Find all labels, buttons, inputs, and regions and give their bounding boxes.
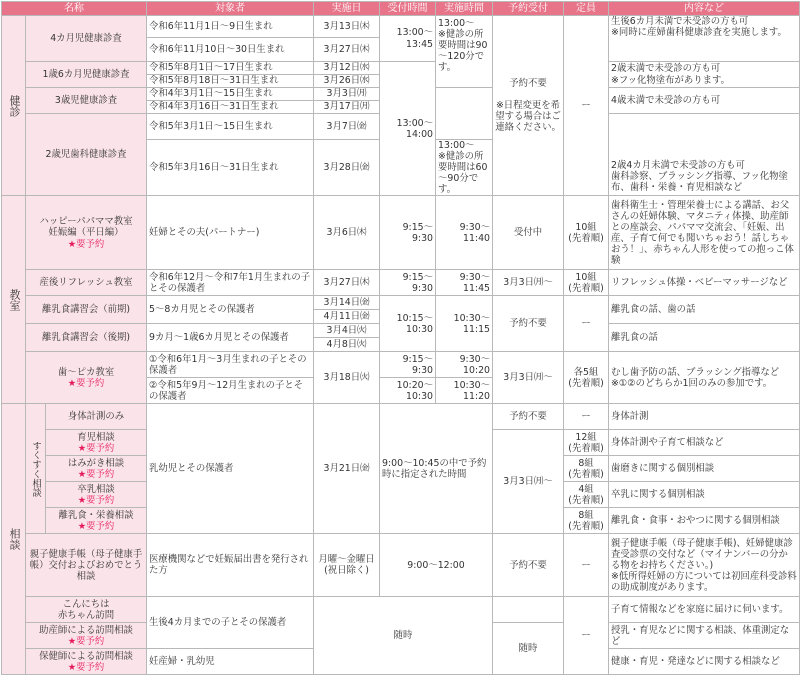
kenshin-2y-date-1: 3月7日㈮ (314, 114, 380, 140)
kenshin-time-a: 13:00～ ※健診の所要時間は90～120分です。 (436, 16, 493, 88)
kenshin-4m-name: 4カ月児健康診査 (26, 16, 147, 62)
kyoshitsu-pamama-time: 9:30～ 11:40 (436, 196, 493, 270)
header-reserve: 予約受付 (493, 2, 564, 16)
kenshin-reserve: 予約不要 ※日程変更を希望する場合はご連絡ください。 (493, 16, 564, 196)
kyoshitsu-sango-target: 令和6年12月～令和7年1月生まれの子とその保護者 (147, 270, 314, 296)
sodan-konnichiwa-name: こんにちは 赤ちゃん訪問 (26, 597, 147, 623)
kyoshitsu-rishoku-koki-date-1: 3月4日㈫ (314, 324, 380, 338)
sodan-visit-date: 随時 (314, 597, 493, 675)
kyoshitsu-pamama-reception: 9:15～ 9:30 (380, 196, 436, 270)
sodan-rinyu (46, 508, 147, 534)
sodan-josanshi-star: ★要予約 (67, 635, 105, 647)
kenshin-4m-date-2: 3月27日㈭ (314, 38, 380, 62)
sodan-hamigaki-content: 歯磨きに関する個別相談 (609, 456, 800, 482)
sodan-techo-name: 親子健康手帳（母子健康手帳）交付およびおめでとう相談 (26, 534, 147, 597)
sodan-techo-date: 月曜～金曜日 (祝日除く) (314, 534, 380, 597)
sodan-hokenshi-target: 妊産婦・乳幼児 (147, 649, 314, 675)
sodan-rinyu-content: 離乳食・食事・おやつに関する個別相談 (609, 508, 800, 534)
sodan-hokenshi-content: 健康・育児・発達などに関する相談など (609, 649, 800, 675)
sodan-konnichiwa-target: 生後4カ月までの子とその保護者 (147, 597, 314, 649)
header-content: 内容など (609, 2, 800, 16)
kyoshitsu-hapika-reception-1: 9:15～ 9:30 (380, 352, 436, 378)
kyoshitsu-rishoku-zenki-name: 離乳食講習会（前期) (26, 296, 147, 324)
kenshin-1y6m-name: 1歳6カ月児健康診査 (26, 62, 147, 88)
kenshin-time-b: 13:00～ ※健診の所要時間は60～90分です。 (436, 140, 493, 196)
sodan-techo-reserve: 予約不要 (493, 534, 564, 597)
header-target: 対象者 (147, 2, 314, 16)
category-kyoshitsu: 教室 (2, 196, 26, 404)
kyoshitsu-pamama-capacity: 10組 (先着順) (564, 196, 609, 270)
category-sukusuku: すくすく相談 (26, 404, 46, 534)
kenshin-1y6m-target-1: 令和5年8月1日～17日生まれ (147, 62, 314, 75)
kyoshitsu-sango-content: リフレッシュ体操・ベビーマッサージなど (609, 270, 800, 296)
kenshin-2y-name: 2歳児歯科健康診査 (26, 114, 147, 196)
sodan-hokenshi-star: ★要予約 (67, 661, 105, 673)
kyoshitsu-rishoku-zenki-target: 5～8カ月児とその保護者 (147, 296, 314, 324)
kyoshitsu-rishoku-zenki-content: 離乳食の話、歯の話 (609, 296, 800, 324)
kenshin-reception-a: 13:00～ 13:45 (380, 16, 436, 62)
kyoshitsu-hapika-date: 3月18日㈫ (314, 352, 380, 404)
sodan-ikuji-content: 身体計測や子育て相談など (609, 430, 800, 456)
kenshin-2y-date-2: 3月28日㈮ (314, 140, 380, 196)
kenshin-4m-content: 生後6カ月未満で未受診の方も可 ※同時に産婦歯科健康診査を実施します。 (609, 16, 800, 62)
kyoshitsu-sango-name: 産後リフレッシュ教室 (26, 270, 147, 296)
kyoshitsu-rishoku-koki-name: 離乳食講習会（後期) (26, 324, 147, 352)
sodan-josanshi-name: 助産師による訪問相談 (39, 624, 133, 636)
sodan-sotsunyu-capacity: 4組 (先着順) (564, 482, 609, 508)
kyoshitsu-hapika-capacity: 各5組 (先着順) (564, 352, 609, 404)
header-reception: 受付時間 (380, 2, 436, 16)
kenshin-capacity: ー (564, 16, 609, 196)
sodan-techo-capacity: ー (564, 534, 609, 597)
sodan-hokenshi-name: 保健師による訪問相談 (39, 650, 133, 662)
sodan-ikuji (46, 430, 147, 456)
kyoshitsu-rishoku-capacity: ー (564, 296, 609, 352)
sodan-ikuji-name: 育児相談 (77, 431, 115, 443)
kyoshitsu-hapika-target-2: ②令和5年9月～12月生まれの子とその保護者 (147, 378, 314, 404)
sodan-visit-capacity: ー (564, 597, 609, 675)
header-name: 名称 (2, 2, 147, 16)
sodan-hamigaki-name: はみがき相談 (67, 457, 125, 469)
kenshin-2y-target-2: 令和5年3月16日～31日生まれ (147, 140, 314, 196)
category-sodan: 相談 (2, 404, 26, 675)
sodan-sotsunyu-star: ★要予約 (77, 494, 115, 506)
sodan-suku-reserve: 3月3日㈪～ (493, 430, 564, 534)
header-time: 実施時間 (436, 2, 493, 16)
sodan-visit-reserve: 随時 (493, 623, 564, 675)
sodan-sotsunyu-name: 卒乳相談 (77, 483, 115, 495)
kyoshitsu-rishoku-reserve: 予約不要 (493, 296, 564, 352)
kyoshitsu-sango-date: 3月27日㈭ (314, 270, 380, 296)
sodan-techo-time: 9:00～12:00 (380, 534, 493, 597)
kyoshitsu-sango-capacity: 10組 (先着順) (564, 270, 609, 296)
sodan-rinyu-name: 離乳食・栄養相談 (58, 509, 134, 521)
kenshin-1y6m-date-1: 3月12日㈬ (314, 62, 380, 75)
sodan-techo-target: 医療機関などで妊娠届出書を発行された方 (147, 534, 314, 597)
schedule-table (1, 1, 800, 675)
sodan-shintai-reserve: 予約不要 (493, 404, 564, 430)
kyoshitsu-hapika-time-2: 10:30～ 11:20 (436, 378, 493, 404)
kenshin-4m-target-2: 令和6年11月10日～30日生まれ (147, 38, 314, 62)
sodan-josanshi (26, 623, 147, 649)
kyoshitsu-hapika-name: 歯～ピカ教室 (57, 366, 115, 378)
kyoshitsu-hapika-reception-2: 10:20～ 10:30 (380, 378, 436, 404)
kenshin-3y-date-1: 3月3日㈪ (314, 88, 380, 101)
kenshin-reception-b: 13:00～ 14:00 (380, 62, 436, 196)
kyoshitsu-sango-time: 9:30～ 11:45 (436, 270, 493, 296)
kyoshitsu-rishoku-koki-content: 離乳食の話 (609, 324, 800, 352)
kyoshitsu-rishoku-koki-target: 9カ月～1歳6カ月児とその保護者 (147, 324, 314, 352)
kenshin-4m-target-1: 令和6年11月1日～9日生まれ (147, 16, 314, 38)
sodan-konnichiwa-content: 子育て情報などを家庭に届けに伺います。 (609, 597, 800, 623)
sodan-ikuji-capacity: 12組 (先着順) (564, 430, 609, 456)
kenshin-2y-content: 2歳4カ月未満で未受診の方も可 歯科診察、ブラッシング指導、フッ化物塗布、歯科・栄養・育児相談など (609, 114, 800, 196)
kyoshitsu-rishoku-reception: 10:15～ 10:30 (380, 296, 436, 352)
sodan-rinyu-star: ★要予約 (77, 520, 115, 532)
sodan-techo-content: 親子健康手帳（母子健康手帳)、妊婦健康診査受診票の交付など（マイナンバーの分かる物をお持ちください。) ※低所得妊婦の方については初回産科受診料の助成制度があります。 (609, 534, 800, 597)
kenshin-time-gap (436, 88, 493, 140)
header-date: 実施日 (314, 2, 380, 16)
sodan-hamigaki-star: ★要予約 (77, 468, 115, 480)
kyoshitsu-pamama (26, 196, 147, 270)
kyoshitsu-rishoku-koki-date-2: 4月8日㈫ (314, 338, 380, 352)
kenshin-1y6m-content: 2歳未満で未受診の方も可 ※フッ化物塗布があります。 (609, 62, 800, 88)
sodan-konnichiwa-reserve-empty (493, 597, 564, 623)
kyoshitsu-rishoku-zenki-date-2: 4月11日㈮ (314, 310, 380, 324)
kyoshitsu-sango-reception: 9:15～ 9:30 (380, 270, 436, 296)
kenshin-4m-date-1: 3月13日㈭ (314, 16, 380, 38)
kyoshitsu-hapika (26, 352, 147, 404)
kyoshitsu-sango-reserve: 3月3日㈪～ (493, 270, 564, 296)
kyoshitsu-rishoku-time: 10:30～ 11:15 (436, 296, 493, 352)
sodan-suku-target: 乳幼児とその保護者 (147, 404, 314, 534)
kenshin-2y-target-1: 令和5年3月1日～15日生まれ (147, 114, 314, 140)
kenshin-3y-name: 3歳児健康診査 (26, 88, 147, 114)
sodan-josanshi-content: 授乳・育児などに関する相談、体重測定など (609, 623, 800, 649)
kenshin-1y6m-date-2: 3月26日㈬ (314, 75, 380, 88)
kyoshitsu-hapika-time-1: 9:30～ 10:20 (436, 352, 493, 378)
sodan-ikuji-star: ★要予約 (77, 442, 115, 454)
kyoshitsu-pamama-content: 歯科衛生士・管理栄養士による講話、お父さんの妊婦体験、マタニティ体操、助産師との座談会、パパママ交流会、「妊娠、出産、子育て何でも聞いちゃおう！話しちゃおう！」、赤ちゃん人形を使っての抱っこ体験 (609, 196, 800, 270)
kyoshitsu-pamama-star: ★要予約 (67, 238, 105, 250)
sodan-shintai-capacity: ー (564, 404, 609, 430)
sodan-sotsunyu-content: 卒乳に関する個別相談 (609, 482, 800, 508)
sodan-shintai-content: 身体計測 (609, 404, 800, 430)
kyoshitsu-pamama-name: ハッピーパパママ教室 妊娠編（平日編） (39, 216, 133, 239)
kyoshitsu-hapika-star: ★要予約 (67, 377, 105, 389)
kyoshitsu-hapika-reserve: 3月3日㈪～ (493, 352, 564, 404)
sodan-shintai-name: 身体計測のみ (46, 404, 147, 430)
kenshin-3y-target-2: 令和4年3月16日～31日生まれ (147, 101, 314, 114)
sodan-suku-date: 3月21日㈮ (314, 404, 380, 534)
kenshin-3y-target-1: 令和4年3月1日～15日生まれ (147, 88, 314, 101)
sodan-sotsunyu (46, 482, 147, 508)
kyoshitsu-pamama-target: 妊婦とその夫(パートナー) (147, 196, 314, 270)
kenshin-1y6m-target-2: 令和5年8月18日～31日生まれ (147, 75, 314, 88)
kyoshitsu-hapika-target-1: ①令和6年1月～3月生まれの子とその保護者 (147, 352, 314, 378)
sodan-suku-time: 9:00～10:45の中で予約時に指定された時間 (380, 404, 493, 534)
sodan-hamigaki-capacity: 8組 (先着順) (564, 456, 609, 482)
kenshin-3y-date-2: 3月17日㈪ (314, 101, 380, 114)
kenshin-3y-content: 4歳未満で未受診の方も可 (609, 88, 800, 114)
sodan-rinyu-capacity: 8組 (先着順) (564, 508, 609, 534)
kyoshitsu-pamama-date: 3月6日㈭ (314, 196, 380, 270)
header-capacity: 定員 (564, 2, 609, 16)
kyoshitsu-hapika-content: むし歯予防の話、ブラッシング指導など ※①②のどちらか1回のみの参加です。 (609, 352, 800, 404)
kyoshitsu-pamama-reserve: 受付中 (493, 196, 564, 270)
sodan-hamigaki (46, 456, 147, 482)
category-kenshin: 健診 (2, 16, 26, 196)
kyoshitsu-rishoku-zenki-date-1: 3月14日㈮ (314, 296, 380, 310)
sodan-hokenshi (26, 649, 147, 675)
